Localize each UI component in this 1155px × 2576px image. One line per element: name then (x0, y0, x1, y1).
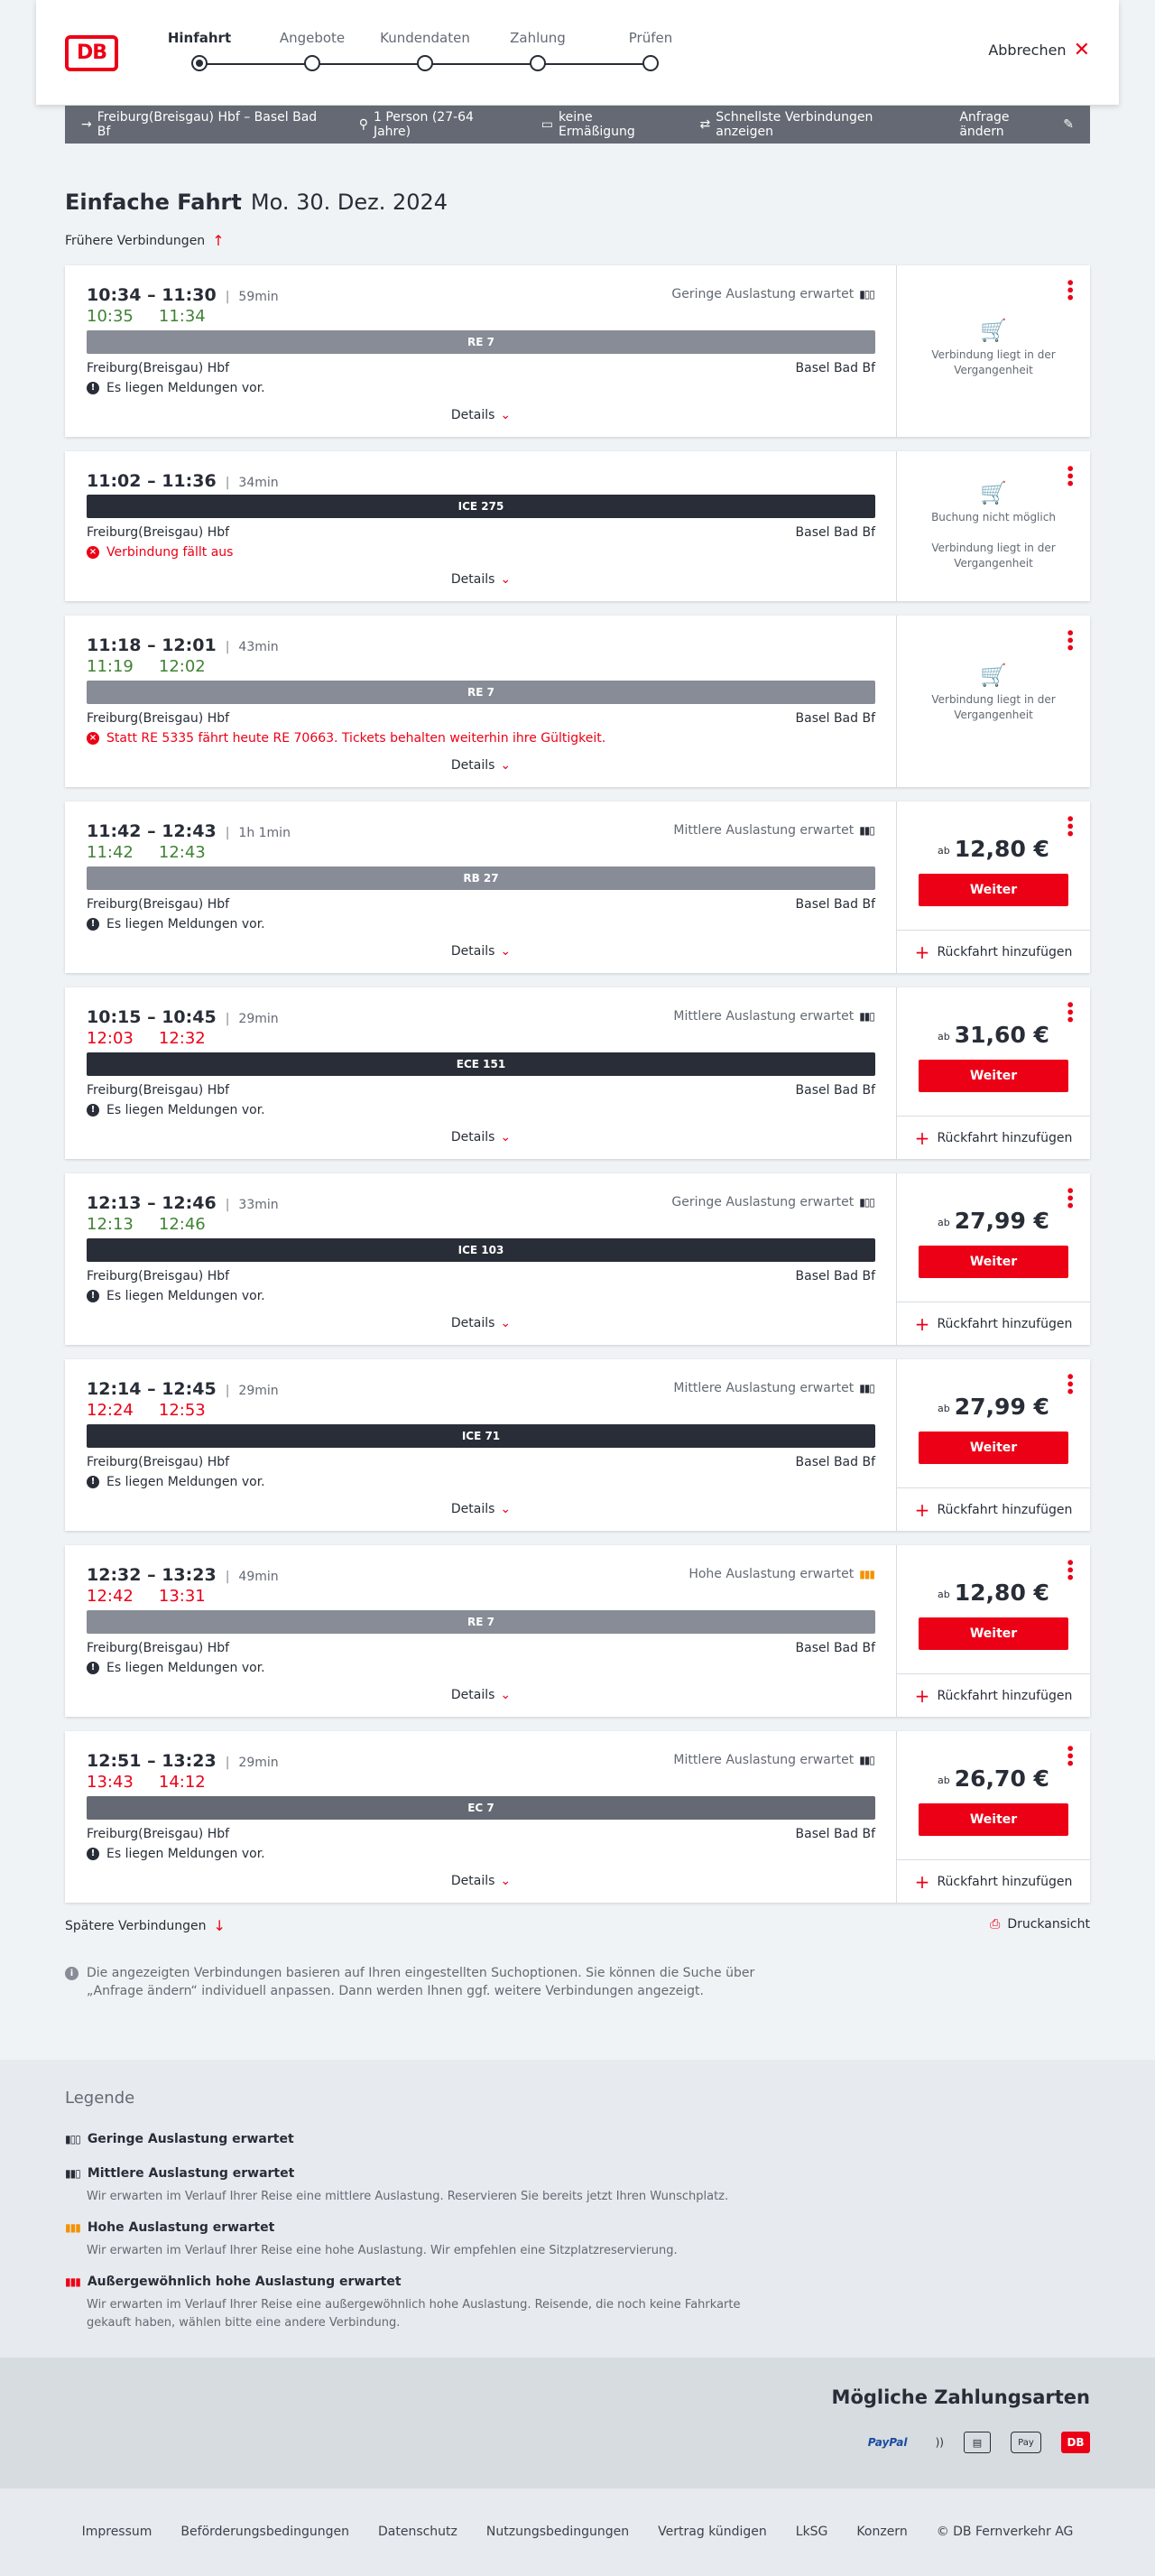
later-connections-link[interactable]: Spätere Verbindungen ↓ (65, 1917, 226, 1934)
cart-icon: 🛒 (980, 318, 1007, 343)
chevron-down-icon: ⌄ (500, 1688, 512, 1702)
cancel-icon: × (87, 546, 99, 559)
connection-message: ! Es liegen Meldungen vor. (87, 917, 265, 931)
train-bar[interactable]: EC 7 (87, 1796, 875, 1820)
train-bar[interactable]: RE 7 (87, 681, 875, 704)
step-zahlung: Zahlung (493, 27, 583, 71)
occupancy-info: Hohe Auslastung erwartet ▮▮▮ (688, 1567, 874, 1581)
footer-link-datenschutz[interactable]: Datenschutz (377, 2525, 457, 2539)
step-dot (304, 55, 320, 71)
swap-icon: ⇄ (699, 117, 711, 132)
occupancy-low-icon: ▮▯▯ (65, 2133, 80, 2145)
step-dot (530, 55, 546, 71)
step-angebote: Angebote (267, 27, 357, 71)
connection-info (65, 802, 897, 973)
connection-times: 12:13 – 12:46 | 33min (87, 1193, 279, 1213)
arrow-up-icon: ↑ (212, 232, 225, 249)
details-toggle[interactable]: Details ⌄ (450, 758, 512, 773)
credit-card-icon: ▤ (964, 2432, 991, 2453)
chevron-down-icon: ⌄ (500, 572, 512, 587)
offer-panel (897, 616, 1090, 787)
offer-panel (897, 1545, 1090, 1717)
plus-icon: + (914, 941, 930, 963)
connection-message: ! Es liegen Meldungen vor. (87, 1475, 265, 1489)
occupancy-info: Mittlere Auslastung erwartet ▮▮▯ (673, 1753, 874, 1767)
past-connection-info: 🛒 Verbindung liegt in der Vergangenheit (897, 323, 1090, 378)
connection-card[interactable] (65, 451, 1090, 601)
occupancy-low-icon: ▮▯▯ (859, 288, 874, 301)
connection-info (65, 616, 897, 787)
more-menu-icon[interactable]: ••• (1061, 278, 1078, 301)
route-summary: → Freiburg(Breisgau) Hbf – Basel Bad Bf (81, 110, 318, 139)
step-kundendaten: Kundendaten (380, 27, 470, 71)
footer-link-befoerderungsbedingungen[interactable]: Beförderungsbedingungen (180, 2525, 349, 2539)
print-view-link[interactable]: ⎙ Druckansicht (990, 1917, 1090, 1932)
footer-link-lksg[interactable]: LkSG (795, 2525, 828, 2539)
alert-icon: ! (87, 1476, 99, 1488)
connection-info (65, 1173, 897, 1345)
connection-card[interactable] (65, 616, 1090, 787)
connection-message: ! Es liegen Meldungen vor. (87, 1661, 265, 1675)
info-icon: i (65, 1967, 79, 1980)
contactless-icon: )) (935, 2436, 944, 2449)
connection-card[interactable] (65, 802, 1090, 973)
legend-item-extreme: ▮▮▮ Außergewöhnlich hohe Auslastung erwartet Wir erwarten im Verlauf Ihrer Reise eine außergewöhnlich hohe Auslastung. Reisende, die noch keine Fahrkarte gekauft haben, wählen bitte eine andere Verbindung. (65, 2275, 741, 2330)
realtime-times: 10:35 11:34 (87, 307, 206, 326)
stations: Freiburg(Breisgau) Hbf Basel Bad Bf (87, 1455, 875, 1469)
fastest-toggle[interactable]: ⇄ Schnellste Verbindungen anzeigen (699, 110, 873, 139)
past-connection-info: 🛒 Verbindung liegt in der Vergangenheit (897, 668, 1090, 723)
paypal-icon: PayPal (867, 2436, 908, 2449)
continue-button[interactable]: Weiter (919, 874, 1068, 906)
footer-link-impressum[interactable]: Impressum (81, 2525, 152, 2539)
connection-info (65, 1731, 897, 1903)
legend-item-high: ▮▮▮ Hohe Auslastung erwartet Wir erwarten im Verlauf Ihrer Reise eine hohe Auslastung. Wir empfehlen eine Sitzplatzreservierung. (65, 2220, 678, 2257)
discount-summary: ▭ keine Ermäßigung (541, 110, 635, 139)
price: ab 26,70 € (938, 1765, 1049, 1792)
card-icon: ▭ (541, 117, 553, 132)
details-toggle[interactable]: Details ⌄ (450, 572, 512, 587)
db-card-icon: DB (1061, 2432, 1090, 2453)
train-bar[interactable]: RE 7 (87, 1610, 875, 1634)
plus-icon: + (914, 1870, 930, 1893)
connection-message: ! Es liegen Meldungen vor. (87, 1289, 265, 1303)
plus-icon: + (914, 1312, 930, 1335)
alert-icon: ! (87, 1290, 99, 1302)
step-hinfahrt[interactable]: Hinfahrt (154, 27, 245, 71)
train-bar[interactable]: ICE 275 (87, 495, 875, 518)
apple-pay-icon: Pay (1011, 2432, 1041, 2453)
connection-card[interactable] (65, 1545, 1090, 1717)
alert-icon: ! (87, 382, 99, 394)
more-menu-icon[interactable]: ••• (1061, 464, 1078, 486)
occupancy-info: Geringe Auslastung erwartet ▮▯▯ (671, 1195, 874, 1209)
continue-button[interactable]: Weiter (919, 1803, 1068, 1836)
db-logo[interactable]: DB (65, 35, 118, 71)
footer-links (0, 2488, 1155, 2539)
occupancy-high-icon: ▮▮▮ (65, 2221, 80, 2234)
more-menu-icon[interactable]: ••• (1061, 1372, 1078, 1395)
offer-panel (897, 802, 1090, 973)
connection-times: 12:14 – 12:45 | 29min (87, 1379, 279, 1399)
offer-panel (897, 987, 1090, 1159)
occupancy-medium-icon: ▮▮▯ (859, 1382, 874, 1395)
abort-button[interactable]: Abbrechen ✕ (988, 38, 1090, 61)
person-icon: ⚲ (358, 117, 368, 132)
train-bar[interactable]: RE 7 (87, 330, 875, 354)
payment-title: Mögliche Zahlungsarten (831, 2386, 1090, 2408)
details-toggle[interactable]: Details ⌄ (450, 408, 512, 422)
connection-times: 12:51 – 13:23 | 29min (87, 1751, 279, 1771)
footer (0, 2488, 1155, 2576)
connection-info (65, 451, 897, 601)
details-toggle[interactable]: Details ⌄ (450, 1502, 512, 1516)
page-title: Einfache Fahrt Mo. 30. Dez. 2024 (65, 190, 448, 215)
connection-info (65, 1359, 897, 1531)
connection-message: ! Es liegen Meldungen vor. (87, 1847, 265, 1861)
legend-item-low: ▮▯▯ Geringe Auslastung erwartet (65, 2132, 294, 2146)
connection-message: ! Es liegen Meldungen vor. (87, 381, 265, 395)
cancellation-message: × Verbindung fällt aus (87, 545, 233, 560)
realtime-times: 12:42 13:31 (87, 1587, 206, 1606)
price: ab 12,80 € (938, 836, 1049, 862)
stations: Freiburg(Breisgau) Hbf Basel Bad Bf (87, 1269, 875, 1283)
connection-times: 12:32 – 13:23 | 49min (87, 1565, 279, 1585)
occupancy-medium-icon: ▮▮▯ (859, 824, 874, 837)
occupancy-low-icon: ▮▯▯ (859, 1196, 874, 1209)
price: ab 27,99 € (938, 1208, 1049, 1234)
legend-title: Legende (65, 2089, 135, 2108)
continue-button[interactable]: Weiter (919, 1060, 1068, 1092)
alert-icon: ! (87, 1662, 99, 1674)
step-dot (642, 55, 659, 71)
details-toggle[interactable]: Details ⌄ (450, 1130, 512, 1144)
train-bar[interactable]: RB 27 (87, 866, 875, 890)
payment-methods-section (0, 2358, 1155, 2488)
cart-icon: 🛒 (980, 480, 1007, 505)
connection-times: 11:18 – 12:01 | 43min (87, 635, 279, 655)
close-icon: ✕ (1073, 38, 1090, 61)
continue-button[interactable]: Weiter (919, 1246, 1068, 1278)
connection-times: 10:15 – 10:45 | 29min (87, 1007, 279, 1027)
offer-panel (897, 1731, 1090, 1903)
footer-copyright: © DB Fernverkehr AG (936, 2525, 1074, 2539)
realtime-times: 12:24 12:53 (87, 1401, 206, 1420)
details-toggle[interactable]: Details ⌄ (450, 1874, 512, 1888)
pencil-icon: ✎ (1063, 117, 1074, 132)
connection-times: 11:02 – 11:36 | 34min (87, 471, 279, 491)
more-menu-icon[interactable]: ••• (1061, 628, 1078, 651)
chevron-down-icon: ⌄ (500, 1316, 512, 1330)
connection-card[interactable] (65, 1731, 1090, 1903)
realtime-times: 12:13 12:46 (87, 1215, 206, 1234)
occupancy-medium-icon: ▮▮▯ (859, 1010, 874, 1023)
realtime-times: 11:42 12:43 (87, 843, 206, 862)
plus-icon: + (914, 1498, 930, 1521)
occupancy-high-icon: ▮▮▮ (859, 1568, 874, 1580)
stations: Freiburg(Breisgau) Hbf Basel Bad Bf (87, 1641, 875, 1655)
stations: Freiburg(Breisgau) Hbf Basel Bad Bf (87, 525, 875, 540)
connection-card[interactable] (65, 265, 1090, 437)
more-menu-icon[interactable]: ••• (1061, 1000, 1078, 1023)
more-menu-icon[interactable]: ••• (1061, 1186, 1078, 1209)
arrow-right-icon: → (81, 117, 92, 132)
stations: Freiburg(Breisgau) Hbf Basel Bad Bf (87, 897, 875, 912)
step-pruefen: Prüfen (605, 27, 696, 71)
more-menu-icon[interactable]: ••• (1061, 814, 1078, 837)
occupancy-extreme-icon: ▮▮▮ (65, 2275, 80, 2288)
booking-stepper (167, 27, 686, 81)
realtime-times: 13:43 14:12 (87, 1773, 206, 1792)
alert-icon: ! (87, 1848, 99, 1860)
connection-card[interactable] (65, 1173, 1090, 1345)
occupancy-medium-icon: ▮▮▯ (859, 1754, 874, 1766)
alert-icon: ! (87, 918, 99, 931)
connection-info (65, 1545, 897, 1717)
step-dot (417, 55, 433, 71)
occupancy-info: Mittlere Auslastung erwartet ▮▮▯ (673, 823, 874, 838)
stations: Freiburg(Breisgau) Hbf Basel Bad Bf (87, 711, 875, 726)
search-hint: i Die angezeigten Verbindungen basieren auf Ihren eingestellten Suchoptionen. Sie können die Suche über „Anfrage ändern“ individuell anpassen. Dann werden Ihnen ggf. weitere Verbindungen angezeigt. (65, 1964, 769, 2000)
offer-panel (897, 265, 1090, 437)
booking-unavailable-info: 🛒 Buchung nicht möglich Verbindung liegt in der Vergangenheit (897, 486, 1090, 571)
occupancy-medium-icon: ▮▮▯ (65, 2167, 80, 2180)
step-dot (191, 55, 208, 71)
chevron-down-icon: ⌄ (500, 1874, 512, 1888)
change-search-button[interactable]: Anfrage ändern ✎ (959, 110, 1074, 139)
legend-item-medium: ▮▮▯ Mittlere Auslastung erwartet Wir erwarten im Verlauf Ihrer Reise eine mittlere Auslastung. Reservieren Sie bereits jetzt Ihren Wunschplatz. (65, 2166, 729, 2203)
chevron-down-icon: ⌄ (500, 408, 512, 422)
price: ab 12,80 € (938, 1580, 1049, 1606)
connection-card[interactable] (65, 987, 1090, 1159)
occupancy-info: Mittlere Auslastung erwartet ▮▮▯ (673, 1009, 874, 1024)
payment-icons (860, 2432, 1090, 2453)
connection-times: 11:42 – 12:43 | 1h 1min (87, 821, 291, 841)
realtime-times: 11:19 12:02 (87, 657, 206, 676)
footer-link-konzern[interactable]: Konzern (856, 2525, 908, 2539)
details-toggle[interactable]: Details ⌄ (450, 944, 512, 959)
add-return-button[interactable]: + Rückfahrt hinzufügen (897, 1673, 1090, 1717)
more-menu-icon[interactable]: ••• (1061, 1744, 1078, 1766)
occupancy-info: Geringe Auslastung erwartet ▮▯▯ (671, 287, 874, 301)
chevron-down-icon: ⌄ (500, 758, 512, 773)
offer-panel (897, 451, 1090, 601)
offer-panel (897, 1173, 1090, 1345)
train-bar[interactable]: ICE 71 (87, 1424, 875, 1448)
earlier-connections-link[interactable]: Frühere Verbindungen ↑ (65, 232, 225, 249)
realtime-times: 12:03 12:32 (87, 1029, 206, 1048)
continue-button[interactable]: Weiter (919, 1617, 1068, 1650)
plus-icon: + (914, 1684, 930, 1707)
search-summary-bar (65, 106, 1090, 144)
chevron-down-icon: ⌄ (500, 1502, 512, 1516)
continue-button[interactable]: Weiter (919, 1432, 1068, 1464)
legend-section (0, 2060, 1155, 2358)
footer-link-vertrag-kuendigen[interactable]: Vertrag kündigen (658, 2525, 767, 2539)
chevron-down-icon: ⌄ (500, 944, 512, 959)
offer-panel (897, 1359, 1090, 1531)
connection-info (65, 987, 897, 1159)
add-return-button[interactable]: + Rückfahrt hinzufügen (897, 1302, 1090, 1345)
add-return-button[interactable]: + Rückfahrt hinzufügen (897, 1116, 1090, 1159)
add-return-button[interactable]: + Rückfahrt hinzufügen (897, 930, 1090, 973)
more-menu-icon[interactable]: ••• (1061, 1558, 1078, 1580)
add-return-button[interactable]: + Rückfahrt hinzufügen (897, 1487, 1090, 1531)
footer-link-nutzungsbedingungen[interactable]: Nutzungsbedingungen (485, 2525, 630, 2539)
price: ab 27,99 € (938, 1394, 1049, 1420)
cancel-icon: × (87, 732, 99, 745)
train-bar[interactable]: ICE 103 (87, 1238, 875, 1262)
add-return-button[interactable]: + Rückfahrt hinzufügen (897, 1859, 1090, 1903)
booking-header (36, 0, 1119, 105)
stations: Freiburg(Breisgau) Hbf Basel Bad Bf (87, 1083, 875, 1098)
plus-icon: + (914, 1126, 930, 1149)
printer-icon: ⎙ (990, 1917, 1001, 1932)
connection-times: 10:34 – 11:30 | 59min (87, 285, 279, 305)
connection-info (65, 265, 897, 437)
stations: Freiburg(Breisgau) Hbf Basel Bad Bf (87, 1827, 875, 1841)
price: ab 31,60 € (938, 1022, 1049, 1048)
arrow-down-icon: ↓ (213, 1917, 226, 1934)
chevron-down-icon: ⌄ (500, 1130, 512, 1144)
cart-icon: 🛒 (980, 663, 1007, 688)
connection-message: ! Es liegen Meldungen vor. (87, 1103, 265, 1117)
alert-icon: ! (87, 1104, 99, 1117)
passenger-summary: ⚲ 1 Person (27-64 Jahre) (358, 110, 474, 139)
occupancy-info: Mittlere Auslastung erwartet ▮▮▯ (673, 1381, 874, 1395)
stations: Freiburg(Breisgau) Hbf Basel Bad Bf (87, 361, 875, 375)
details-toggle[interactable]: Details ⌄ (450, 1688, 512, 1702)
details-toggle[interactable]: Details ⌄ (450, 1316, 512, 1330)
train-bar[interactable]: ECE 151 (87, 1052, 875, 1076)
connection-card[interactable] (65, 1359, 1090, 1531)
replacement-message: × Statt RE 5335 fährt heute RE 70663. Tickets behalten weiterhin ihre Gültigkeit. (87, 731, 605, 746)
